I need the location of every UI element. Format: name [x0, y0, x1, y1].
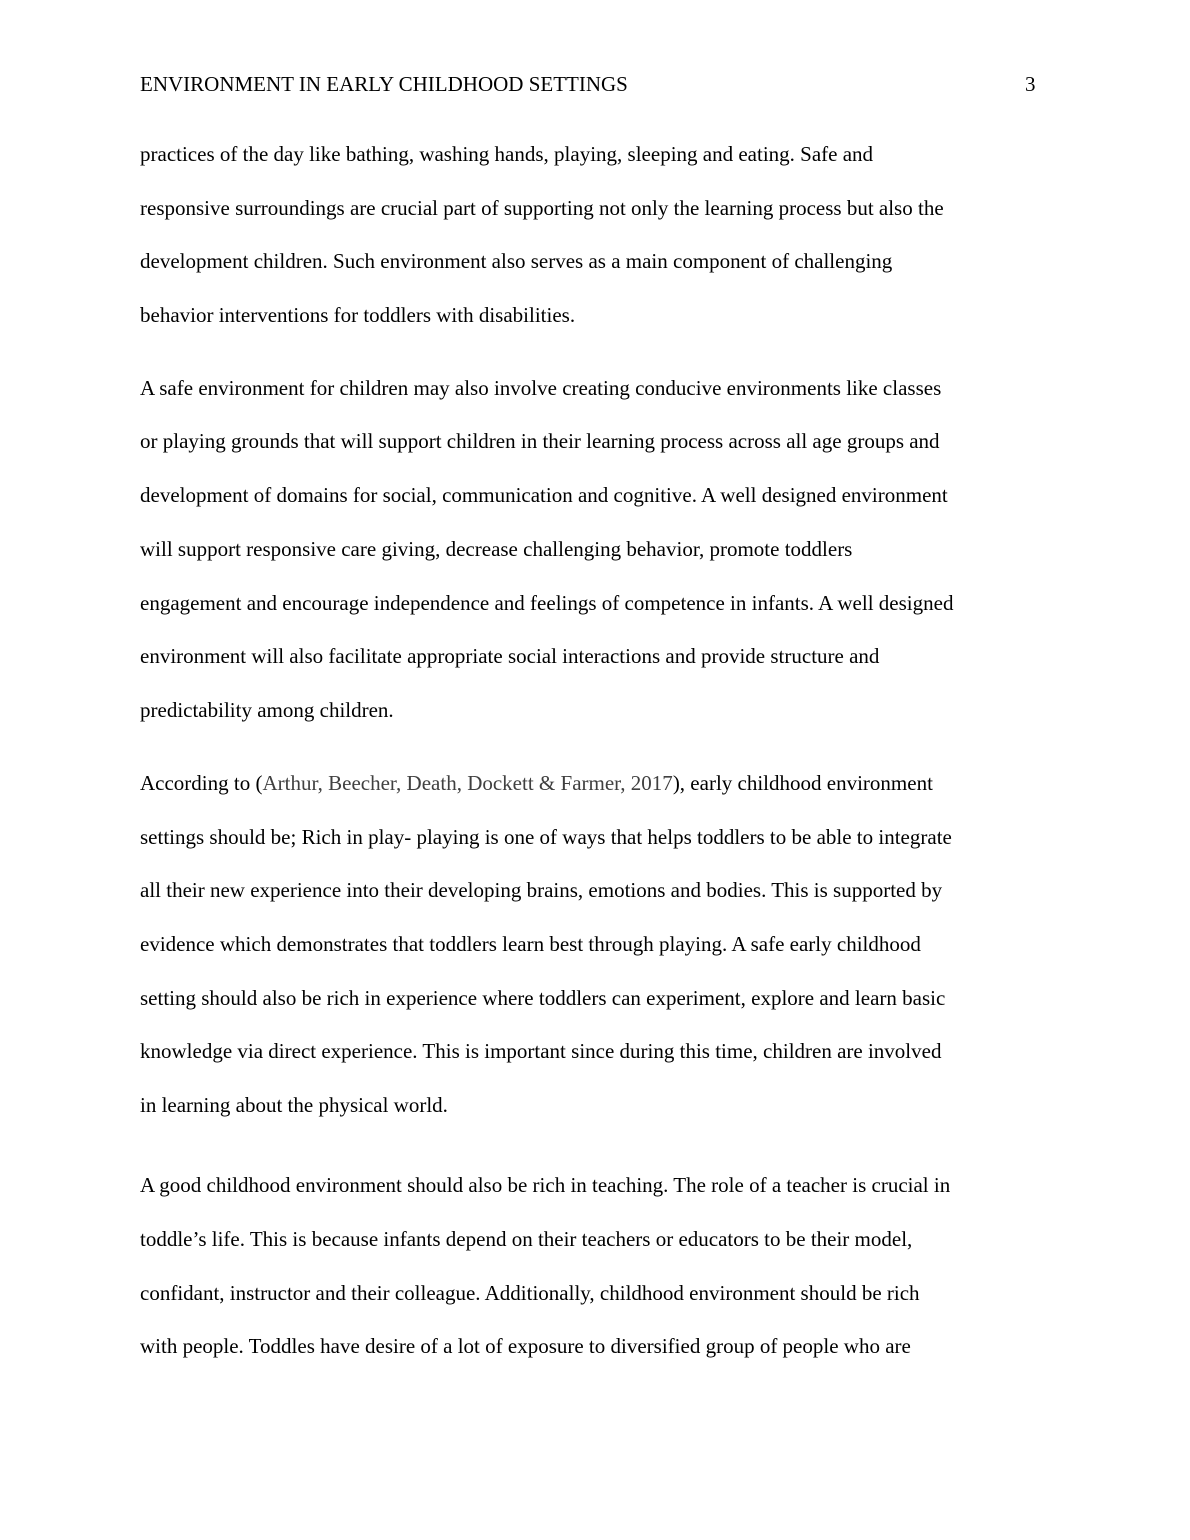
paragraph-line: with people. Toddles have desire of a lot of exposure to diversified group of people who are	[140, 1334, 911, 1358]
paragraph-text: According to (	[140, 771, 263, 795]
paragraph-line: all their new experience into their developing brains, emotions and bodies. This is supported by	[140, 878, 943, 902]
paragraph-line: in learning about the physical world.	[140, 1093, 448, 1117]
running-head: ENVIRONMENT IN EARLY CHILDHOOD SETTINGS	[140, 72, 628, 96]
paragraph-line: knowledge via direct experience. This is important since during this time, children are involved	[140, 1039, 942, 1063]
paragraph-line: environment will also facilitate appropriate social interactions and provide structure and	[140, 644, 880, 668]
paragraph-line: or playing grounds that will support children in their learning process across all age groups and	[140, 429, 940, 453]
paragraph-line	[140, 769, 933, 797]
page-number: 3	[1025, 72, 1036, 96]
paragraph-line: development children. Such environment also serves as a main component of challenging	[140, 249, 893, 273]
paragraph-line: settings should be; Rich in play- playing is one of ways that helps toddlers to be able to integrate	[140, 825, 952, 849]
paragraph-line: development of domains for social, communication and cognitive. A well designed environment	[140, 483, 948, 507]
paragraph-line: setting should also be rich in experience where toddlers can experiment, explore and learn basic	[140, 986, 946, 1010]
paragraph-line: A safe environment for children may also involve creating conducive environments like classes	[140, 376, 942, 400]
paragraph-text: ), early childhood environment	[672, 771, 933, 795]
paragraph-line: A good childhood environment should also be rich in teaching. The role of a teacher is crucial in	[140, 1173, 951, 1197]
paragraph-line: responsive surroundings are crucial part of supporting not only the learning process but also the	[140, 196, 944, 220]
citation: Arthur, Beecher, Death, Dockett & Farmer, 2017	[262, 771, 673, 795]
paragraph-line: behavior interventions for toddlers with disabilities.	[140, 303, 576, 327]
paragraph-line: toddle’s life. This is because infants depend on their teachers or educators to be their model,	[140, 1227, 913, 1251]
paragraph-line: confidant, instructor and their colleague. Additionally, childhood environment should be rich	[140, 1281, 920, 1305]
paragraph-line: will support responsive care giving, decrease challenging behavior, promote toddlers	[140, 537, 853, 561]
paragraph-line: practices of the day like bathing, washing hands, playing, sleeping and eating. Safe and	[140, 142, 874, 166]
paragraph-line: engagement and encourage independence and feelings of competence in infants. A well designed	[140, 591, 954, 615]
paragraph-line: evidence which demonstrates that toddlers learn best through playing. A safe early childhood	[140, 932, 921, 956]
paragraph-line: predictability among children.	[140, 698, 394, 722]
